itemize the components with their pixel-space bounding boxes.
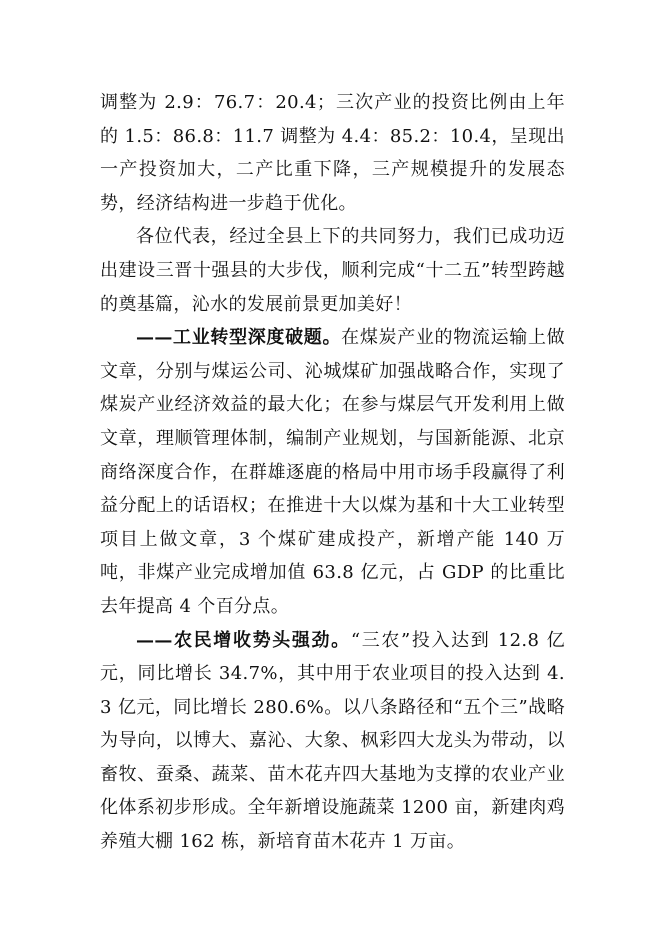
paragraph-text: 调整为 2.9：76.7：20.4；三次产业的投资比例由上年的 1.5：86.8：11.7 调整为 4.4：85.2：10.4，呈现出一产投资加大，二产比重下降，三产规模提升的发展态势，经济结构进一步趋于优化。 — [100, 92, 565, 214]
paragraph-economic-structure — [100, 86, 565, 220]
paragraph-text: 在煤炭产业的物流运输上做文章，分别与煤运公司、沁城煤矿加强战略合作，实现了煤炭产业经济效益的最大化；在参与煤层气开发利用上做文章，理顺管理体制，编制产业规划，与国新能源、北京商络深度合作，在群雄逐鹿的格局中用市场手段赢得了利益分配上的话语权；在推进十大以煤为基和十大工业转型项目上做文章，3 个煤矿建成投产，新增产能 140 万吨，非煤产业完成增加值 63.8 亿元，占 GDP 的比重比去年提高 4 个百分点。 — [100, 327, 565, 617]
em-dash-lead: —— — [136, 327, 173, 349]
paragraph-representatives — [100, 220, 565, 321]
paragraph-industry-transformation — [100, 321, 565, 623]
paragraph-text: 各位代表，经过全县上下的共同努力，我们已成功迈出建设三晋十强县的大步伐，顺利完成“十二五”转型跨越的奠基篇，沁水的发展前景更加美好！ — [100, 226, 565, 315]
em-dash-lead: —— — [136, 629, 173, 651]
paragraph-text: “三农”投入达到 12.8 亿元，同比增长 34.7%，其中用于农业项目的投入达到 4.3 亿元，同比增长 280.6%。以八条路径和“五个三”战略为导向，以博大、嘉沁、大象、枫彩四大龙头为带动，以畜牧、蚕桑、蔬菜、苗木花卉四大基地为支撑的农业产业化体系初步形成。全年新增设施蔬菜 1200 亩，新建肉鸡养殖大棚 162 栋，新培育苗木花卉 1 万亩。 — [100, 629, 565, 853]
section-heading: 农民增收势头强劲。 — [172, 629, 351, 651]
document-body — [100, 86, 565, 859]
paragraph-farmer-income — [100, 624, 565, 859]
section-heading: 工业转型深度破题。 — [172, 327, 342, 349]
